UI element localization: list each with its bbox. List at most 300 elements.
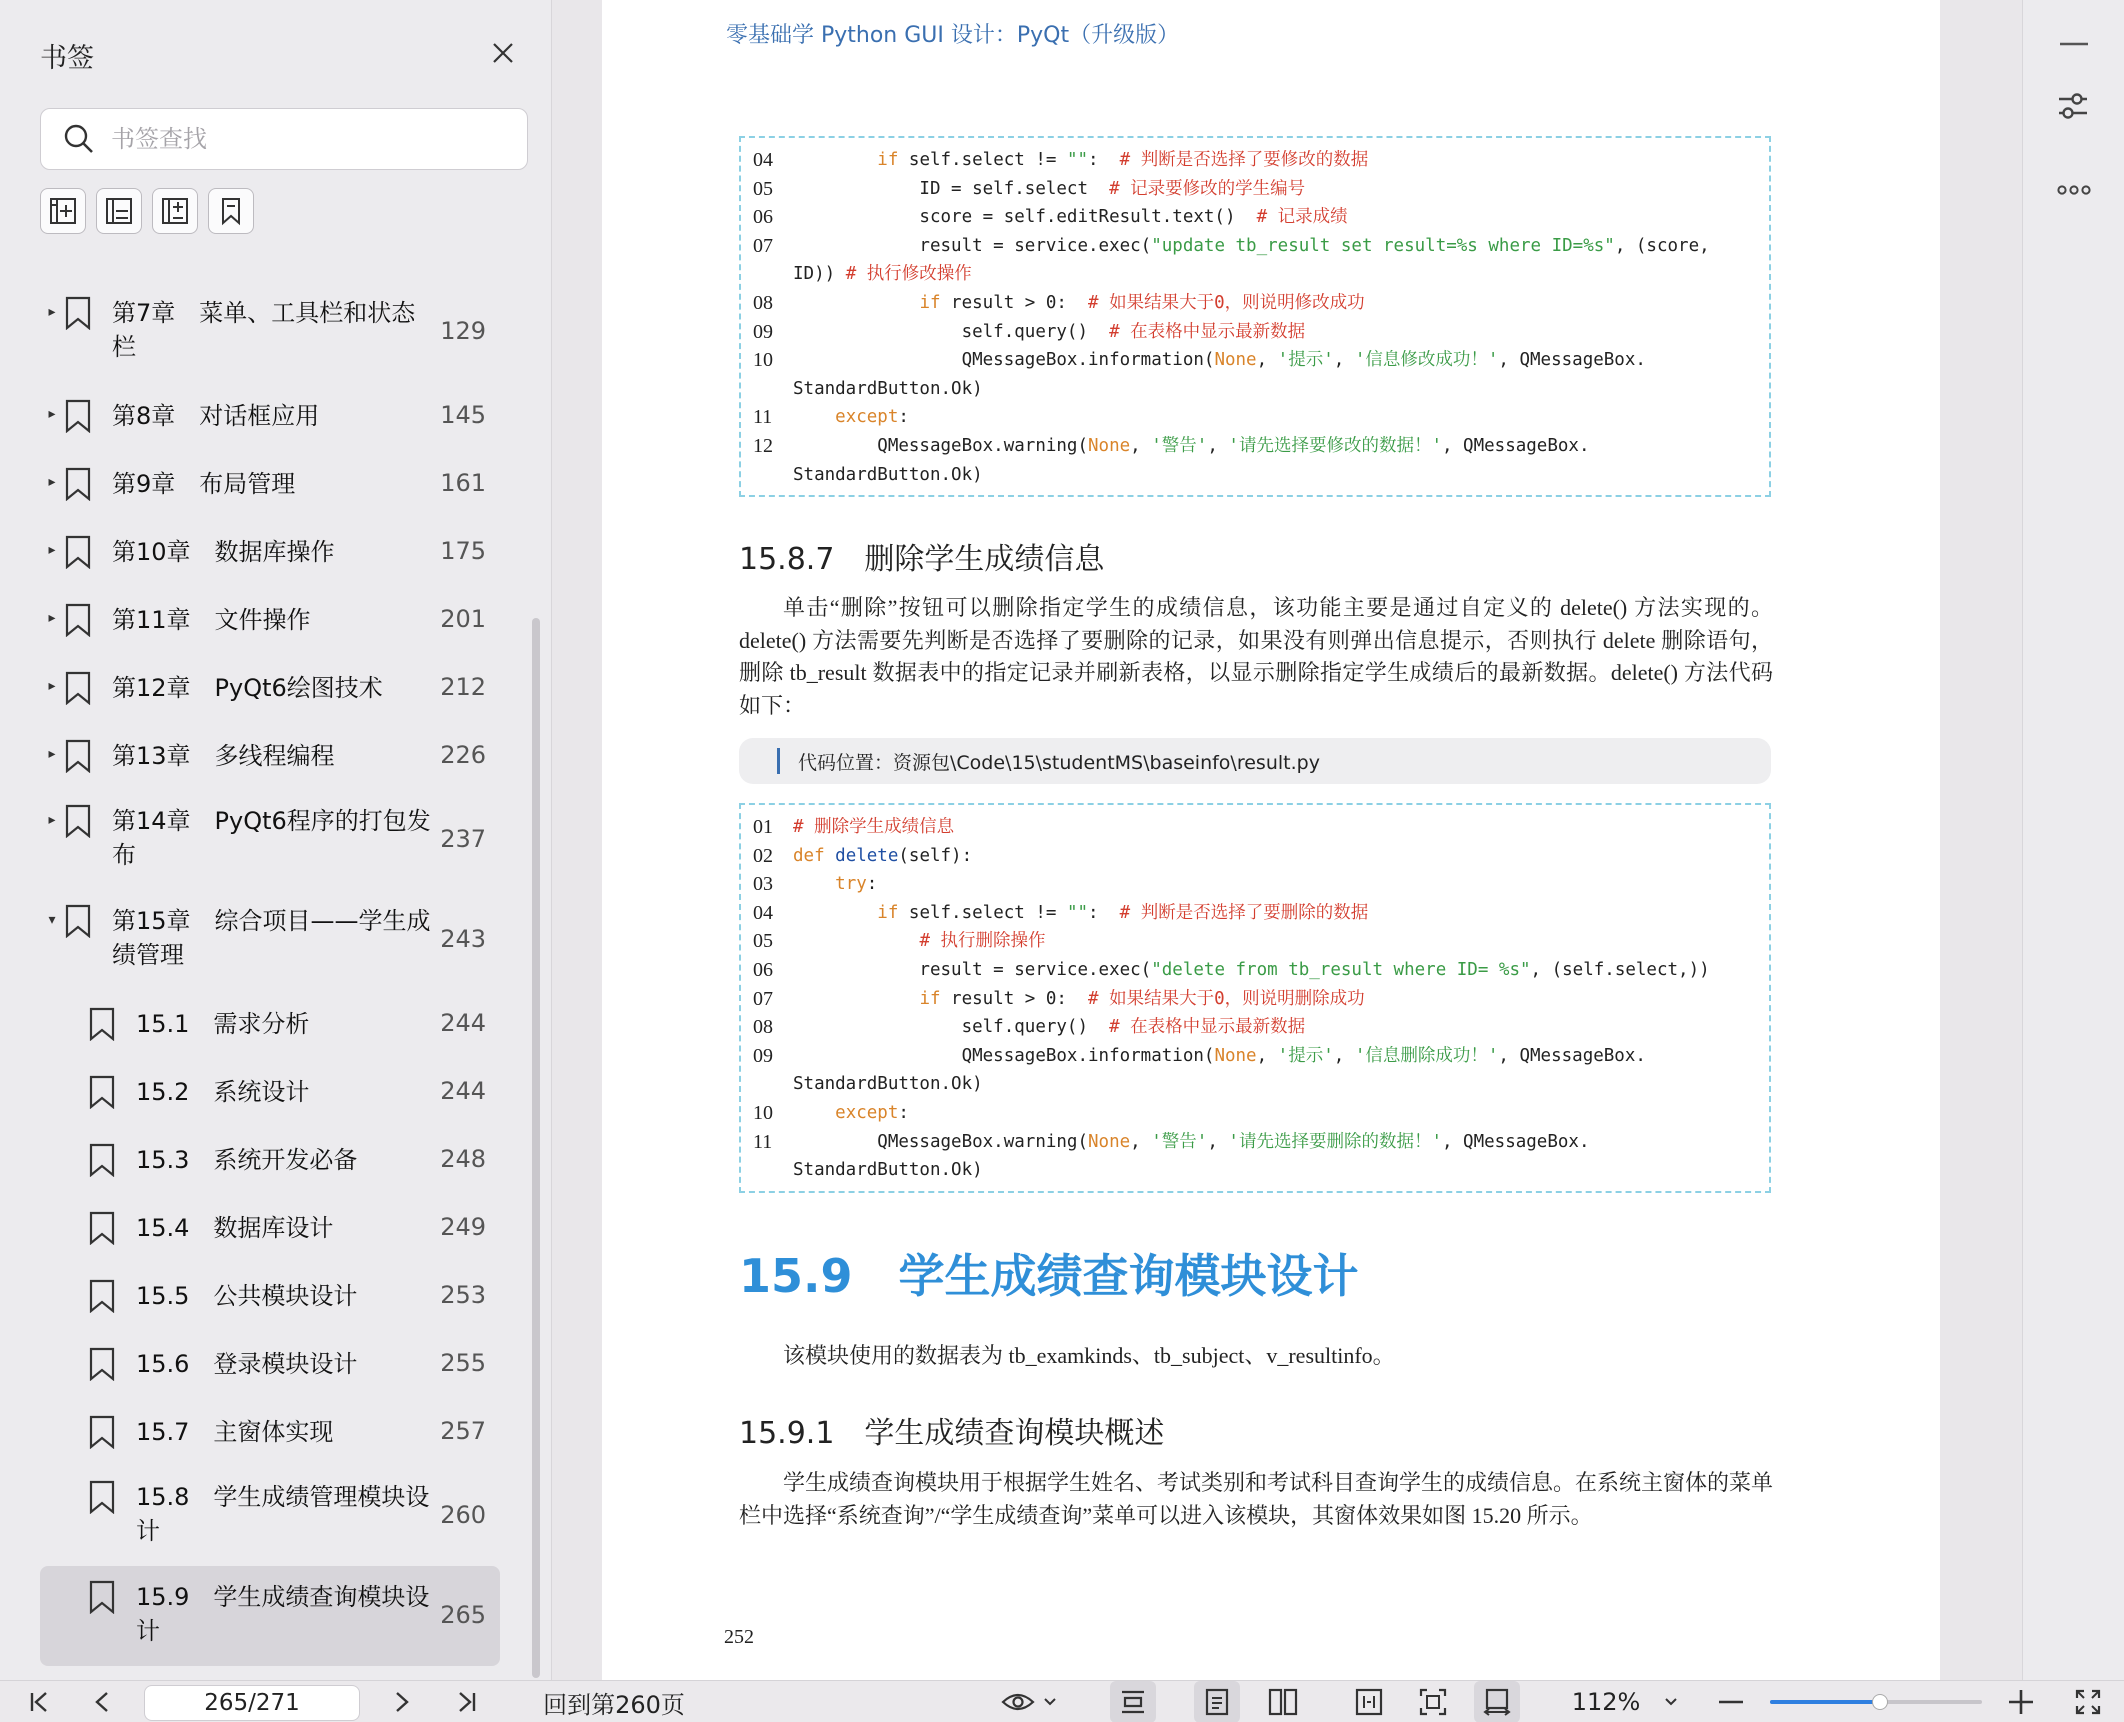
bookmark-icon [64,804,92,838]
section-heading-15-9-1: 15.9.1 学生成绩查询模块概述 [739,1416,1165,1451]
bookmark-item[interactable] [40,1566,500,1666]
code-token: self.select != [898,902,1067,923]
paragraph-module-tables: 该模块使用的数据表为 tb_examkinds、tb_subject、v_resultinfo。 [783,1343,1395,1368]
code-token: self.select != [898,150,1067,170]
first-page-icon [29,1690,51,1714]
code-location-accent [777,748,780,774]
bookmark-icon [88,1211,116,1245]
fit-page-icon [1419,1688,1447,1716]
code-token: : [866,874,878,895]
code-token: # 如果结果大于0，则说明删除成功 [1088,988,1365,1009]
bookmark-search-input[interactable] [111,125,491,153]
bookmark-label [112,804,431,872]
collapse-all-button[interactable] [96,188,142,234]
more-icon [2057,185,2091,195]
bookmark-page-number: 226 [440,741,486,769]
code-line [741,432,1769,461]
code-token: : [898,1102,909,1123]
last-page-icon [455,1690,477,1714]
zoom-slider-handle[interactable] [1872,1694,1888,1710]
add-bookmark-icon [216,196,246,226]
code-token: # 判断是否选择了要修改的数据 [1119,150,1369,170]
code-line-number: 10 [753,349,773,372]
code-line-number: 01 [753,816,773,838]
code-text [793,465,983,485]
collapsed-arrow-icon[interactable]: ▸ [48,474,56,490]
code-line-number: 08 [753,1016,773,1039]
code-token: '提示' [1277,1045,1334,1066]
chevron-down-icon [1043,1697,1057,1707]
bookmark-icon [88,1007,116,1041]
bookmark-page-number: 129 [440,317,486,345]
code-line [741,956,1769,985]
bookmark-item[interactable] [0,1330,540,1398]
bookmark-icon [64,296,92,330]
code-token: , [1333,350,1355,371]
code-token [793,989,919,1009]
bookmark-label [112,467,295,501]
bookmark-item[interactable] [0,1262,540,1330]
code-text [793,432,1590,461]
view-mode-dropdown[interactable] [996,1681,1062,1722]
zoom-level-value: 112% [1571,1688,1641,1716]
bookmark-item[interactable] [0,450,540,518]
code-token: except [835,1102,899,1123]
code-text [793,175,1305,204]
bookmark-label [136,1211,333,1245]
back-to-page-label: 回到第260页 [543,1690,685,1719]
code-line-continuation [741,1156,1769,1185]
bookmark-item[interactable] [0,382,540,450]
code-token: StandardButton.Ok) [793,1074,983,1095]
code-text [793,1128,1590,1157]
bookmark-label [136,1007,309,1041]
bookmark-label-line: 15.9 学生成绩查询模块设 [136,1583,430,1611]
next-page-button[interactable] [382,1681,422,1722]
code-token: , [1207,1131,1229,1152]
bookmark-label-line: 计 [136,1517,160,1545]
code-token: delete [835,845,899,866]
code-text [793,289,1365,318]
code-token: result = service.exec( [793,235,1152,256]
bookmark-label-line: 15.1 需求分析 [136,1010,310,1038]
last-page-button[interactable] [446,1681,486,1722]
bookmark-label-line: 第12章 PyQt6绘图技术 [112,674,383,702]
chevron-right-icon [394,1690,410,1714]
code-token: "delete from tb_result where ID= %s" [1151,959,1531,980]
bookmark-label-line: 15.6 登录模块设计 [136,1350,358,1378]
code-line-number: 05 [753,177,773,200]
collapse-all-icon [104,196,134,226]
bookmark-label [112,296,415,364]
bookmark-label [136,1279,357,1313]
code-token: , QMessageBox. [1441,435,1590,456]
close-sidebar-button[interactable] [486,36,520,70]
bookmark-label-line: 15.4 数据库设计 [136,1214,334,1242]
bookmark-label-line: 15.5 公共模块设计 [136,1282,358,1310]
code-token: None [1214,1045,1257,1066]
code-token: "update tb_result set result=%s where ID=%s" [1151,235,1615,256]
collapsed-arrow-icon[interactable]: ▸ [48,304,56,320]
code-token: # 记录要修改的学生编号 [1109,178,1306,199]
code-line [741,1042,1769,1071]
continuous-scroll-button[interactable] [1110,1681,1156,1722]
back-to-page-button[interactable] [534,1681,694,1722]
page-scroll-mode-button[interactable] [1474,1681,1520,1722]
code-line-number: 06 [753,206,773,229]
code-block-update [739,136,1771,497]
code-text [793,379,983,399]
bookmark-page-number: 244 [440,1077,486,1105]
code-token: def [793,845,825,866]
code-text [793,1074,983,1094]
code-token: '信息删除成功！' [1354,1045,1499,1066]
bookmark-item[interactable] [0,1126,540,1194]
bookmark-icon [88,1143,116,1177]
code-token: QMessageBox.information( [793,350,1215,371]
bookmark-label-line: 绩管理 [112,941,184,969]
sidebar-scrollbar[interactable] [532,618,540,1678]
code-token: '请先选择要修改的数据！' [1228,435,1442,456]
code-token: self.query() [793,1017,1110,1038]
sliders-icon [2055,88,2091,124]
paragraph-delete-intro: 单击“删除”按钮可以删除指定学生的成绩信息，该功能主要是通过自定义的 delete() 方法实现的。delete() 方法需要先判断是否选择了要删除的记录，如果没有则弹出信息提示，否则执行 delete 删除语句，删除 tb_result 数据表中的指定记录并刷新表格，以显示删除指定学生成绩后的最新数据。delete() 方法代码如下： [739,595,1773,718]
bookmark-sidebar [0,0,552,1680]
bookmark-icon [88,1580,116,1614]
bookmark-label-line: 第10章 数据库操作 [112,538,335,566]
bookmark-item[interactable] [0,586,540,654]
code-text [793,1013,1305,1042]
bookmark-label [136,1415,333,1449]
expand-selected-button[interactable] [152,188,198,234]
code-text [793,813,954,842]
add-bookmark-button[interactable] [208,188,254,234]
code-line-number: 11 [753,406,773,429]
bookmark-icon [64,904,92,938]
code-token: : [1088,150,1120,170]
code-token: result = service.exec( [793,959,1152,980]
bookmark-label [136,1143,357,1177]
bookmark-page-number: 249 [440,1213,486,1241]
code-token: result > 0: [940,292,1089,313]
code-token [825,846,836,866]
zoom-slider[interactable] [1770,1681,1982,1722]
code-line [741,146,1769,175]
code-token: , [1256,350,1278,371]
fullscreen-icon [2075,1689,2101,1715]
code-token: # 执行修改操作 [845,264,972,285]
code-line-number: 02 [753,844,773,867]
bookmark-label-line: 第9章 布局管理 [112,470,296,498]
code-token: '信息修改成功！' [1354,350,1499,371]
code-text [793,985,1365,1014]
code-token: except [835,407,899,428]
bookmark-icon [88,1415,116,1449]
code-text [793,899,1368,928]
settings-adjust-button[interactable] [2055,88,2093,126]
code-token: # 在表格中显示最新数据 [1109,321,1306,342]
code-token: # 记录成绩 [1256,207,1348,228]
code-text [793,403,909,432]
code-line [741,1128,1769,1157]
page-scroll-icon [1483,1688,1511,1716]
bookmark-icon [88,1480,116,1514]
code-token: QMessageBox.information( [793,1045,1215,1066]
bookmark-search-box[interactable] [40,108,528,170]
sidebar-title: 书签 [40,43,94,74]
bookmark-item[interactable] [0,1058,540,1126]
code-line [741,927,1769,956]
bookmark-icon [88,1279,116,1313]
code-line-number: 07 [753,987,773,1010]
code-token [793,293,919,313]
bookmark-label-line: 第15章 综合项目——学生成 [112,907,431,935]
zoom-in-button[interactable] [2004,1681,2038,1722]
code-location-text: 代码位置：资源包\Code\15\studentMS\baseinfo\result.py [798,751,1320,774]
bookmark-list [0,282,540,1666]
code-line-number: 10 [753,1101,773,1124]
code-token [793,903,877,923]
code-line-continuation [741,461,1769,490]
code-line [741,1099,1769,1128]
code-line [741,985,1769,1014]
bookmark-item[interactable] [0,790,540,890]
code-token: '提示' [1277,350,1334,371]
bookmark-page-number: 243 [440,925,486,953]
bookmark-label-line: 15.8 学生成绩管理模块设 [136,1483,430,1511]
zoom-out-button[interactable] [1714,1681,1748,1722]
bookmark-page-number: 145 [440,401,486,429]
bookmark-page-number: 244 [440,1009,486,1037]
code-token: if [919,988,941,1009]
code-token: "" [1066,150,1089,170]
code-token: '警告' [1151,1131,1208,1152]
bookmark-toolbar [40,188,254,234]
code-token [793,874,835,894]
collapsed-arrow-icon[interactable]: ▸ [48,678,56,694]
code-line-number: 11 [753,1130,773,1153]
code-block-delete [739,803,1771,1193]
fit-page-button[interactable] [1410,1681,1456,1722]
code-token: StandardButton.Ok) [793,464,983,485]
code-token: None [1088,435,1131,456]
code-token: StandardButton.Ok) [793,1160,983,1181]
bookmark-label [136,1480,429,1548]
bookmark-page-number: 237 [440,825,486,853]
close-icon [491,41,515,65]
code-line-number: 09 [753,1044,773,1067]
bookmark-page-number: 175 [440,537,486,565]
code-token: None [1088,1131,1131,1152]
code-text [793,346,1646,375]
code-text [793,1160,983,1180]
bookmark-item[interactable] [0,890,540,990]
bookmark-page-number: 212 [440,673,486,701]
code-token: ID = self.select [793,178,1110,199]
code-text [793,146,1368,175]
fullscreen-button[interactable] [2068,1681,2108,1722]
bookmark-label [112,904,431,972]
bookmark-label-line: 布 [112,841,136,869]
code-token: '警告' [1151,435,1208,456]
collapsed-arrow-icon[interactable]: ▸ [48,812,56,828]
code-text [793,927,1046,956]
code-line-number: 09 [753,320,773,343]
bookmark-icon [64,603,92,637]
expanded-arrow-icon[interactable]: ▾ [48,912,56,928]
collapsed-arrow-icon[interactable]: ▸ [48,542,56,558]
bookmark-page-number: 161 [440,469,486,497]
code-line-number: 08 [753,291,773,314]
code-token: "" [1066,902,1089,923]
code-line-number: 03 [753,873,773,896]
code-token [793,1103,835,1123]
code-token: (self): [898,845,973,866]
bookmark-label-line: 第13章 多线程编程 [112,742,335,770]
code-token: QMessageBox.warning( [793,435,1089,456]
bookmark-item[interactable] [0,1398,540,1466]
code-token: , [1130,1131,1152,1152]
code-token: , [1256,1045,1278,1066]
bookmark-page-number: 260 [440,1501,486,1529]
expand-all-button[interactable] [40,188,86,234]
code-token: StandardButton.Ok) [793,378,983,399]
bookmark-icon [64,535,92,569]
minimize-button[interactable] [2059,34,2089,54]
bookmark-label [112,399,319,433]
fit-width-icon [1355,1688,1383,1716]
bookmark-label [136,1347,357,1381]
collapsed-arrow-icon[interactable]: ▸ [48,610,56,626]
code-text [793,1042,1646,1071]
bookmark-icon [64,739,92,773]
right-tool-panel [2022,0,2124,1680]
document-page [602,0,1940,1680]
chevron-down-icon [1664,1697,1678,1707]
bookmark-label-line: 15.3 系统开发必备 [136,1146,358,1174]
code-token: try [835,874,867,895]
paragraph-query-overview: 学生成绩查询模块用于根据学生姓名、考试类别和考试科目查询学生的成绩信息。在系统主窗体的菜单栏中选择“系统查询”/“学生成绩查询”菜单可以进入该模块，其窗体效果如图 15.20 所示。 [739,1470,1774,1528]
minus-icon [2060,42,2088,46]
code-token: , QMessageBox. [1441,1131,1590,1152]
bookmark-label-line: 15.7 主窗体实现 [136,1418,334,1446]
code-line [741,813,1769,842]
bookmark-item[interactable] [0,518,540,586]
bookmark-label-line: 栏 [112,333,136,361]
bookmark-page-number: 253 [440,1281,486,1309]
code-token: score = self.editResult.text() [793,207,1257,228]
bookmark-page-number: 201 [440,605,486,633]
code-token: , QMessageBox. [1498,350,1646,371]
bookmark-item[interactable] [0,990,540,1058]
bookmark-item[interactable] [0,1194,540,1262]
bookmark-label [112,671,383,705]
document-viewer[interactable] [552,0,2022,1680]
code-token: # 执行删除操作 [919,931,1046,952]
first-page-button[interactable] [20,1681,60,1722]
bookmark-icon [88,1347,116,1381]
section-heading-15-9: 15.9 学生成绩查询模块设计 [739,1249,1359,1303]
bookmark-item[interactable] [0,282,540,382]
bookmark-item[interactable] [0,654,540,722]
bookmark-item[interactable] [0,1466,540,1566]
collapsed-arrow-icon[interactable]: ▸ [48,746,56,762]
fit-width-button[interactable] [1346,1681,1392,1722]
plus-icon [2009,1690,2033,1714]
code-token: result > 0: [940,988,1089,1009]
code-line-continuation [741,1070,1769,1099]
bookmark-label [136,1075,309,1109]
bookmark-label [112,535,335,569]
bookmark-label-line: 计 [136,1617,160,1645]
expand-all-icon [48,196,78,226]
bookmark-label-line: 第7章 菜单、工具栏和状态 [112,299,416,327]
code-line-number: 04 [753,149,773,171]
bottom-toolbar [0,1680,2124,1722]
section-heading-15-8-7: 15.8.7 删除学生成绩信息 [739,542,1105,577]
running-header: 零基础学 Python GUI 设计：PyQt（升级版） [726,23,1180,48]
code-token: , (score, [1614,235,1710,256]
code-text [793,318,1305,347]
bookmark-label-line: 第14章 PyQt6程序的打包发 [112,807,431,835]
page-number-input[interactable] [144,1685,360,1721]
bookmark-page-number: 255 [440,1349,486,1377]
code-token: if [919,292,941,313]
code-token: , [1333,1045,1355,1066]
code-token: : [1088,902,1120,923]
code-token: # 删除学生成绩信息 [793,817,955,837]
bookmark-page-number: 265 [440,1601,486,1629]
bookmark-label-line: 15.2 系统设计 [136,1078,310,1106]
bookmark-icon [64,671,92,705]
code-line [741,899,1769,928]
chevron-left-icon [94,1690,110,1714]
more-options-button[interactable] [2057,180,2093,198]
code-line-number: 06 [753,958,773,981]
code-token: : [898,407,909,428]
search-icon [63,123,95,155]
code-text [793,232,1710,261]
zoom-level-dropdown[interactable] [1570,1681,1680,1722]
code-line-number: 05 [753,930,773,953]
zoom-slider-fill [1770,1700,1880,1704]
code-line [741,1013,1769,1042]
code-text [793,870,877,899]
code-line-continuation [741,260,1769,289]
bookmark-item[interactable] [0,722,540,790]
code-text [793,842,972,871]
page-number: 252 [724,1626,754,1648]
minus-icon [1719,1700,1743,1704]
bookmark-label [112,739,335,773]
single-page-button[interactable] [1194,1681,1240,1722]
code-token [793,407,835,427]
continuous-scroll-icon [1119,1688,1147,1716]
bookmark-label [136,1580,429,1648]
code-line [741,870,1769,899]
bookmark-page-number: 257 [440,1417,486,1445]
bookmark-label [112,603,311,637]
two-page-button[interactable] [1260,1681,1306,1722]
code-token: , QMessageBox. [1498,1045,1646,1066]
collapsed-arrow-icon[interactable]: ▸ [48,406,56,422]
code-token: , [1130,435,1152,456]
code-line [741,403,1769,432]
previous-page-button[interactable] [82,1681,122,1722]
bookmark-icon [64,399,92,433]
code-text [793,203,1348,232]
code-token: , [1207,435,1229,456]
